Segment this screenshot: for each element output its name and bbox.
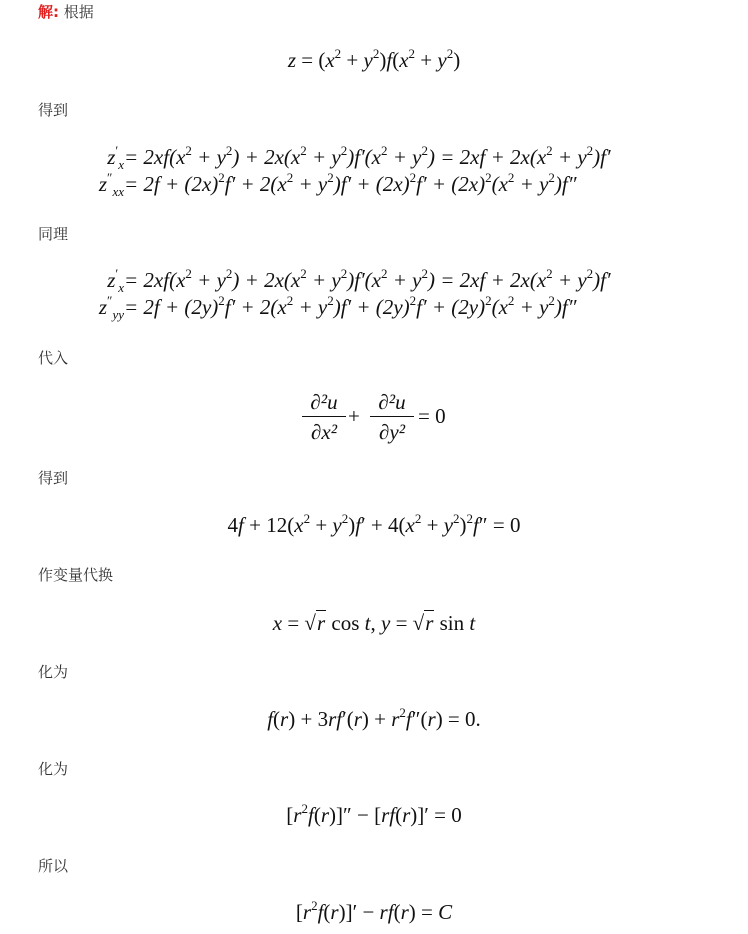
derivative-row-zx-2 xyxy=(0,266,748,295)
label-change-vars: 作变量代换 xyxy=(38,566,114,584)
label-therefore: 所以 xyxy=(38,857,69,875)
label-substitute: 代入 xyxy=(38,349,69,367)
solution-intro-text: 根据 xyxy=(63,3,94,21)
solution-intro xyxy=(38,3,94,21)
derivative-row-zxx-lhs: $z''_{xx}$ xyxy=(98,170,124,199)
sqrt-r-2: √r xyxy=(412,611,434,635)
fraction-1-denominator: ∂x² xyxy=(311,420,337,444)
fraction-2-numerator: ∂²u xyxy=(378,390,406,414)
derivative-row-zx-rhs: = $2xf(x^2 + y^2) + 2x(x^2 + y^2)f'(x^2 + y^2) = 2xf + 2x(x^2 + y^2)f'$ xyxy=(124,143,611,169)
equation-r-3: $[r^2f(r)]' - rf(r) = C$ xyxy=(295,898,453,924)
plus-sign: + xyxy=(348,404,360,428)
equation-z-definition-text: $z = (x^2 + y^2)f(x^2 + y^2)$ xyxy=(287,46,461,72)
equation-r-2: $[r^2f(r)]'' - [rf(r)]' = 0$ xyxy=(286,801,462,827)
equation-r-1: $f(r) + 3rf'(r) + r^2f''(r) = 0$. xyxy=(267,705,481,731)
fraction-1-bar xyxy=(302,416,346,417)
derivative-row-zx xyxy=(0,143,748,172)
derivative-row-zyy-rhs: = $2f + (2y)^2f' + 2(x^2 + y^2)f' + (2y)^2f' + (2y)^2(x^2 + y^2)f''$ xyxy=(124,293,577,319)
laplace-rhs: = 0 xyxy=(418,404,446,428)
sqrt-r-1: √r xyxy=(304,611,326,635)
label-becomes-2: 化为 xyxy=(38,760,69,778)
fraction-2-bar xyxy=(370,416,414,417)
derivative-row-zxx xyxy=(0,170,748,199)
fraction-1-numerator: ∂²u xyxy=(310,390,338,414)
equation-substitution: x = √r cos t, y = √r sin t xyxy=(272,611,476,635)
equation-z-definition xyxy=(0,48,748,72)
derivative-row-zxx-rhs: = $2f + (2x)^2f' + 2(x^2 + y^2)f' + (2x)^2f' + (2x)^2(x^2 + y^2)f''$ xyxy=(124,170,577,196)
derivative-row-zyy xyxy=(0,293,748,322)
derivative-row-zyy-lhs: $z''_{yy}$ xyxy=(98,293,124,322)
equation-ode-xy: $4f + 12(x^2 + y^2)f' + 4(x^2 + y^2)^2f'' = 0$ xyxy=(227,511,521,537)
derivative-row-zx-2-rhs: = $2xf(x^2 + y^2) + 2x(x^2 + y^2)f'(x^2 + y^2) = 2xf + 2x(x^2 + y^2)f'$ xyxy=(124,266,611,292)
derivative-row-zx-2-lhs: $z'_x$ xyxy=(107,266,124,295)
label-becomes-1: 化为 xyxy=(38,663,69,681)
label-obtain-1: 得到 xyxy=(38,101,69,119)
fraction-2-denominator: ∂y² xyxy=(379,420,405,444)
laplace-equation xyxy=(0,390,748,450)
label-obtain-2: 得到 xyxy=(38,469,69,487)
solution-keyword: 解: xyxy=(38,3,59,21)
label-similarly: 同理 xyxy=(38,225,69,243)
derivative-row-zx-lhs: $z'_x$ xyxy=(107,143,124,172)
